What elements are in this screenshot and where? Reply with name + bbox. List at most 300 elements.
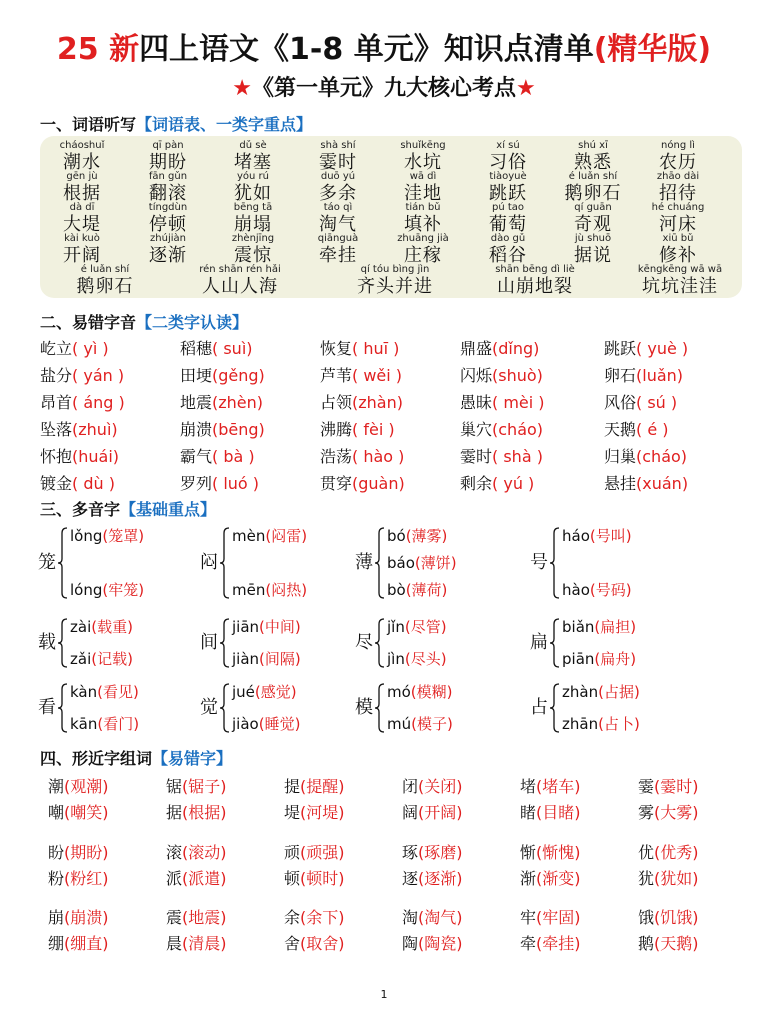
- word: 归巢: [604, 447, 637, 466]
- brace-icon: [550, 682, 560, 734]
- char: 雾: [638, 803, 655, 822]
- word: 恢复: [320, 339, 353, 358]
- similar-item: [520, 905, 581, 931]
- similar-item: [402, 905, 463, 931]
- similar-item: [520, 800, 581, 826]
- char: 犹: [638, 869, 655, 888]
- word: 闪烁: [460, 366, 493, 385]
- pinyin: gēn jù: [66, 171, 98, 182]
- polyphone-reading: [70, 580, 144, 600]
- similar-item: [166, 866, 227, 892]
- example-word: (提醒): [300, 777, 345, 796]
- pinyin-answer: ( áng ): [72, 393, 125, 412]
- word: 鼎盛: [460, 339, 493, 358]
- vocab-word: 招待: [659, 183, 697, 204]
- pinyin: zhènjīng: [231, 233, 275, 244]
- word: 地震: [180, 393, 213, 412]
- polyphone-reading: [562, 617, 636, 637]
- similar-item: [48, 800, 109, 826]
- similar-item: [166, 931, 227, 957]
- pinyin: tíngdùn: [148, 202, 188, 213]
- vocab-item: [40, 202, 124, 236]
- pinyin: bēng tā: [233, 202, 273, 213]
- reading-pinyin: jué: [232, 683, 255, 701]
- pronunciation-item: [320, 418, 395, 442]
- pronunciation-item: [604, 418, 669, 442]
- pinyin-answer: ( é ): [636, 420, 669, 439]
- polyphone-item: [355, 526, 525, 600]
- polyphone-char: 间: [200, 632, 218, 653]
- polyphone-reading: [387, 649, 447, 669]
- vocab-word: 跳跃: [489, 183, 527, 204]
- char: 震: [166, 908, 183, 927]
- example-word: (逐渐): [418, 869, 463, 888]
- pinyin: hé chuáng: [651, 202, 705, 213]
- polyphone-char: 笼: [38, 552, 56, 573]
- vocab-word: 葡萄: [489, 214, 527, 235]
- word: 崩溃: [180, 420, 213, 439]
- pinyin-answer: ( huī ): [352, 339, 400, 358]
- example-word: (关闭): [418, 777, 463, 796]
- word: 悬挂: [604, 474, 637, 493]
- polyphone-reading: [232, 526, 307, 546]
- similar-item: [166, 905, 227, 931]
- pronunciation-item: [460, 391, 545, 415]
- example-word: (河堤): [300, 803, 345, 822]
- pronunciation-item: [40, 472, 115, 496]
- word: 剩余: [460, 474, 493, 493]
- vocab-word: 翻滚: [149, 183, 187, 204]
- pronunciation-item: [40, 337, 109, 361]
- vocab-word: 鹅卵石: [76, 276, 134, 297]
- pinyin-answer: (zhàn): [352, 393, 403, 412]
- pinyin-answer: ( fèi ): [352, 420, 395, 439]
- pinyin: wā dì: [409, 171, 437, 182]
- reading-word: (载重): [91, 618, 133, 636]
- brace-icon: [550, 526, 560, 600]
- similar-item: [284, 800, 345, 826]
- pinyin-answer: (zhuì): [72, 420, 118, 439]
- vocab-word: 逐渐: [149, 245, 187, 266]
- polyphone-item: [200, 526, 370, 600]
- polyphone-char: 尽: [355, 632, 373, 653]
- vocab-word: 大堤: [63, 214, 101, 235]
- polyphone-reading: [562, 682, 640, 702]
- vocab-item: [470, 264, 600, 298]
- pronunciation-item: [180, 472, 259, 496]
- reading-pinyin: bó: [387, 527, 406, 545]
- vocab-word: 庄稼: [404, 245, 442, 266]
- example-word: (陶瓷): [418, 934, 463, 953]
- pronunciation-item: [604, 364, 683, 388]
- similar-item: [402, 774, 463, 800]
- brace-icon: [58, 682, 68, 734]
- similar-item: [48, 905, 109, 931]
- pronunciation-item: [180, 445, 255, 469]
- char: 崩: [48, 908, 65, 927]
- similar-item: [284, 931, 345, 957]
- char: 据: [166, 803, 183, 822]
- vocab-word: 奇观: [574, 214, 612, 235]
- vocab-item: [330, 264, 460, 298]
- pinyin: dǔ sè: [239, 140, 267, 151]
- vocab-item: [466, 171, 550, 205]
- pinyin-answer: ( shà ): [492, 447, 543, 466]
- example-word: (牵挂): [536, 934, 581, 953]
- word: 田埂: [180, 366, 213, 385]
- word: 盐分: [40, 366, 73, 385]
- pronunciation-item: [40, 418, 118, 442]
- example-word: (根据): [182, 803, 227, 822]
- reading-word: (薄饼): [414, 554, 457, 572]
- vocab-item: [211, 233, 295, 267]
- reading-pinyin: hào: [562, 581, 590, 599]
- polyphone-char: 看: [38, 697, 56, 718]
- vocab-item: [211, 171, 295, 205]
- pinyin-answer: ( suì): [212, 339, 253, 358]
- char: 睹: [520, 803, 537, 822]
- reading-word: (薄雾): [405, 527, 448, 545]
- pinyin-answer: ( dù ): [72, 474, 115, 493]
- similar-item: [638, 905, 699, 931]
- title-number: 25: [56, 32, 99, 67]
- reading-pinyin: jiàn: [232, 650, 260, 668]
- pronunciation-item: [320, 391, 403, 415]
- char: 牵: [520, 934, 537, 953]
- pronunciation-item: [460, 364, 543, 388]
- char: 滚: [166, 843, 183, 862]
- similar-item: [48, 774, 109, 800]
- pinyin: shú xī: [578, 140, 608, 151]
- title-main: 四上语文《1-8 单元》知识点清单: [139, 32, 594, 67]
- char: 霎: [638, 777, 655, 796]
- title-essence: (精华版): [593, 32, 712, 67]
- pinyin-answer: (xuán): [636, 474, 689, 493]
- reading-word: (笼罩): [102, 527, 145, 545]
- similar-item: [402, 840, 463, 866]
- example-word: (嘲笑): [64, 803, 109, 822]
- section-2-tag: 【二类字认读】: [136, 313, 249, 332]
- example-word: (渐变): [536, 869, 581, 888]
- brace-icon: [550, 617, 560, 669]
- vocab-word: 多余: [319, 183, 357, 204]
- similar-item: [638, 774, 699, 800]
- polyphone-char: 占: [530, 697, 548, 718]
- pinyin: shuǐkēng: [400, 140, 446, 151]
- brace-icon: [375, 682, 385, 734]
- page-number: 1: [380, 988, 388, 1001]
- vocab-item: [211, 202, 295, 236]
- example-word: (犹如): [654, 869, 699, 888]
- similar-item: [284, 840, 345, 866]
- polyphone-reading: [70, 682, 139, 702]
- pronunciation-item: [460, 472, 534, 496]
- vocab-item: [615, 264, 745, 298]
- pronunciation-item: [320, 472, 405, 496]
- pinyin-answer: (zhèn): [212, 393, 264, 412]
- similar-item: [520, 866, 581, 892]
- example-word: (开阔): [418, 803, 463, 822]
- vocab-item: [551, 171, 635, 205]
- pinyin-answer: (dǐng): [492, 339, 540, 358]
- similar-item: [638, 931, 699, 957]
- vocab-word: 据说: [574, 245, 612, 266]
- pronunciation-row: [40, 472, 740, 499]
- polyphone-item: [200, 617, 370, 669]
- polyphone-reading: [70, 617, 133, 637]
- vocab-box: [40, 136, 742, 298]
- pronunciation-item: [604, 445, 687, 469]
- reading-pinyin: lóng: [70, 581, 103, 599]
- vocab-item: [381, 202, 465, 236]
- pinyin-answer: ( yán ): [72, 366, 125, 385]
- example-word: (粉红): [64, 869, 109, 888]
- vocab-word: 淘气: [319, 214, 357, 235]
- word: 霎时: [460, 447, 493, 466]
- pronunciation-item: [604, 472, 688, 496]
- polyphone-reading: [562, 649, 636, 669]
- word: 巢穴: [460, 420, 493, 439]
- example-word: (饥饿): [654, 908, 699, 927]
- vocab-item: [381, 140, 465, 174]
- pinyin: jù shuō: [574, 233, 612, 244]
- example-word: (琢磨): [418, 843, 463, 862]
- polyphone-item: [38, 682, 208, 734]
- pronunciation-item: [180, 364, 265, 388]
- vocab-item: [126, 171, 210, 205]
- pinyin-answer: (bēng): [212, 420, 265, 439]
- page-title: [0, 30, 768, 70]
- pinyin: pú tao: [491, 202, 525, 213]
- char: 潮: [48, 777, 65, 796]
- similar-item: [638, 866, 699, 892]
- pinyin-answer: (cháo): [636, 447, 688, 466]
- similar-item: [166, 774, 227, 800]
- polyphone-reading: [70, 526, 144, 546]
- section-3-title: 三、多音字: [40, 500, 121, 519]
- pronunciation-item: [40, 445, 119, 469]
- reading-word: (感觉): [254, 683, 297, 701]
- star-icon: ★: [232, 76, 252, 101]
- char: 顿: [284, 869, 301, 888]
- word: 愚昧: [460, 393, 493, 412]
- section-2-heading: [40, 312, 248, 334]
- example-word: (地震): [182, 908, 227, 927]
- reading-word: (睡觉): [258, 715, 301, 733]
- pronunciation-item: [460, 337, 539, 361]
- vocab-item: [296, 171, 380, 205]
- polyphone-char: 薄: [355, 552, 373, 573]
- reading-pinyin: jǐn: [387, 618, 405, 636]
- similar-item: [402, 866, 463, 892]
- pinyin: dào gǔ: [490, 233, 526, 244]
- char: 闭: [402, 777, 419, 796]
- reading-word: (模子): [411, 715, 453, 733]
- reading-pinyin: mú: [387, 715, 412, 733]
- example-word: (惭愧): [536, 843, 581, 862]
- pinyin: xiū bǔ: [662, 233, 694, 244]
- word: 浩荡: [320, 447, 353, 466]
- vocab-item: [40, 171, 124, 205]
- word: 占领: [320, 393, 353, 412]
- example-word: (大雾): [654, 803, 699, 822]
- pinyin: é luǎn shí: [80, 264, 130, 275]
- similar-item: [166, 840, 227, 866]
- similar-item: [520, 840, 581, 866]
- vocab-word: 修补: [659, 245, 697, 266]
- reading-word: (模糊): [410, 683, 453, 701]
- pinyin: é luǎn shí: [568, 171, 618, 182]
- example-word: (观潮): [64, 777, 109, 796]
- polyphone-reading: [70, 714, 139, 734]
- brace-icon: [58, 617, 68, 669]
- title-new: 新: [109, 32, 140, 67]
- similar-item: [284, 905, 345, 931]
- vocab-word: 期盼: [149, 152, 187, 173]
- polyphone-item: [530, 682, 700, 734]
- vocab-item: [551, 202, 635, 236]
- vocab-word: 牵挂: [319, 245, 357, 266]
- polyphone-reading: [562, 526, 632, 546]
- brace-icon: [220, 526, 230, 600]
- vocab-item: [466, 233, 550, 267]
- vocab-word: 坑坑洼洼: [642, 276, 718, 297]
- reading-pinyin: mó: [387, 683, 411, 701]
- reading-pinyin: piān: [562, 650, 595, 668]
- word: 芦苇: [320, 366, 353, 385]
- word: 霸气: [180, 447, 213, 466]
- char: 顽: [284, 843, 301, 862]
- pinyin-answer: (shuò): [492, 366, 543, 385]
- vocab-word: 犹如: [234, 183, 272, 204]
- char: 渐: [520, 869, 537, 888]
- polyphone-char: 载: [38, 632, 56, 653]
- example-word: (锯子): [182, 777, 227, 796]
- vocab-word: 山崩地裂: [497, 276, 573, 297]
- vocab-item: [50, 264, 160, 298]
- pinyin-answer: ( yuè ): [636, 339, 689, 358]
- subtitle: [0, 74, 768, 104]
- vocab-item: [296, 140, 380, 174]
- example-word: (崩溃): [64, 908, 109, 927]
- polyphone-reading: [387, 580, 447, 600]
- pinyin-answer: ( luó ): [212, 474, 260, 493]
- pinyin: zhújiàn: [150, 233, 186, 244]
- reading-word: (记载): [91, 650, 133, 668]
- pinyin-answer: ( mèi ): [492, 393, 545, 412]
- vocab-word: 潮水: [63, 152, 101, 173]
- example-word: (派遣): [182, 869, 227, 888]
- polyphone-item: [530, 617, 700, 669]
- example-word: (优秀): [654, 843, 699, 862]
- example-word: (堵车): [536, 777, 581, 796]
- reading-word: (牢笼): [102, 581, 145, 599]
- reading-pinyin: zhàn: [562, 683, 599, 701]
- char: 派: [166, 869, 183, 888]
- brace-icon: [220, 682, 230, 734]
- char: 堵: [520, 777, 537, 796]
- brace-icon: [220, 617, 230, 669]
- reading-pinyin: kān: [70, 715, 98, 733]
- polyphone-reading: [232, 649, 301, 669]
- example-word: (天鹅): [654, 934, 699, 953]
- pronunciation-item: [460, 418, 543, 442]
- reading-word: (看见): [97, 683, 139, 701]
- reading-word: (扁舟): [594, 650, 637, 668]
- pinyin: tiàoyuè: [489, 171, 527, 182]
- vocab-word: 洼地: [404, 183, 442, 204]
- vocab-item: [381, 233, 465, 267]
- section-3-tag: 【基础重点】: [120, 500, 217, 519]
- vocab-item: [126, 233, 210, 267]
- reading-pinyin: háo: [562, 527, 590, 545]
- char: 提: [284, 777, 301, 796]
- vocab-word: 停顿: [149, 214, 187, 235]
- char: 淘: [402, 908, 419, 927]
- reading-pinyin: bò: [387, 581, 406, 599]
- brace-icon: [375, 617, 385, 669]
- polyphone-char: 模: [355, 697, 373, 718]
- pinyin-answer: ( sú ): [636, 393, 678, 412]
- char: 逐: [402, 869, 419, 888]
- reading-word: (闷热): [265, 581, 308, 599]
- example-word: (顽强): [300, 843, 345, 862]
- polyphone-reading: [562, 714, 640, 734]
- subtitle-text: 《第一单元》九大核心考点: [251, 76, 516, 101]
- similar-item: [48, 840, 109, 866]
- reading-pinyin: biǎn: [562, 618, 595, 636]
- char: 惭: [520, 843, 537, 862]
- pinyin: zhāo dài: [656, 171, 700, 182]
- vocab-word: 崩塌: [234, 214, 272, 235]
- pinyin: qí guān: [574, 202, 612, 213]
- pronunciation-row: [40, 418, 740, 445]
- vocab-word: 河床: [659, 214, 697, 235]
- char: 陶: [402, 934, 419, 953]
- pinyin-answer: ( bà ): [212, 447, 255, 466]
- char: 盼: [48, 843, 65, 862]
- reading-pinyin: báo: [387, 554, 415, 572]
- reading-pinyin: mēn: [232, 581, 266, 599]
- pinyin: kēngkēng wā wā: [637, 264, 723, 275]
- pronunciation-item: [180, 337, 253, 361]
- pinyin: táo qì: [323, 202, 353, 213]
- section-4-heading: [40, 748, 232, 770]
- char: 饿: [638, 908, 655, 927]
- polyphone-item: [530, 526, 700, 600]
- vocab-word: 鹅卵石: [564, 183, 622, 204]
- section-1-title: 一、词语听写: [40, 115, 137, 134]
- similar-item: [48, 931, 109, 957]
- example-word: (顿时): [300, 869, 345, 888]
- vocab-word: 熟悉: [574, 152, 612, 173]
- reading-word: (尽头): [404, 650, 447, 668]
- example-word: (清晨): [182, 934, 227, 953]
- pinyin: duō yú: [320, 171, 356, 182]
- pronunciation-item: [320, 445, 404, 469]
- pronunciation-row: [40, 445, 740, 472]
- pronunciation-item: [604, 337, 688, 361]
- pronunciation-row: [40, 391, 740, 418]
- vocab-item: [551, 233, 635, 267]
- polyphone-reading: [387, 553, 457, 573]
- pronunciation-item: [180, 418, 265, 442]
- char: 晨: [166, 934, 183, 953]
- char: 余: [284, 908, 301, 927]
- vocab-item: [466, 202, 550, 236]
- vocab-word: 根据: [63, 183, 101, 204]
- pronunciation-row: [40, 364, 740, 391]
